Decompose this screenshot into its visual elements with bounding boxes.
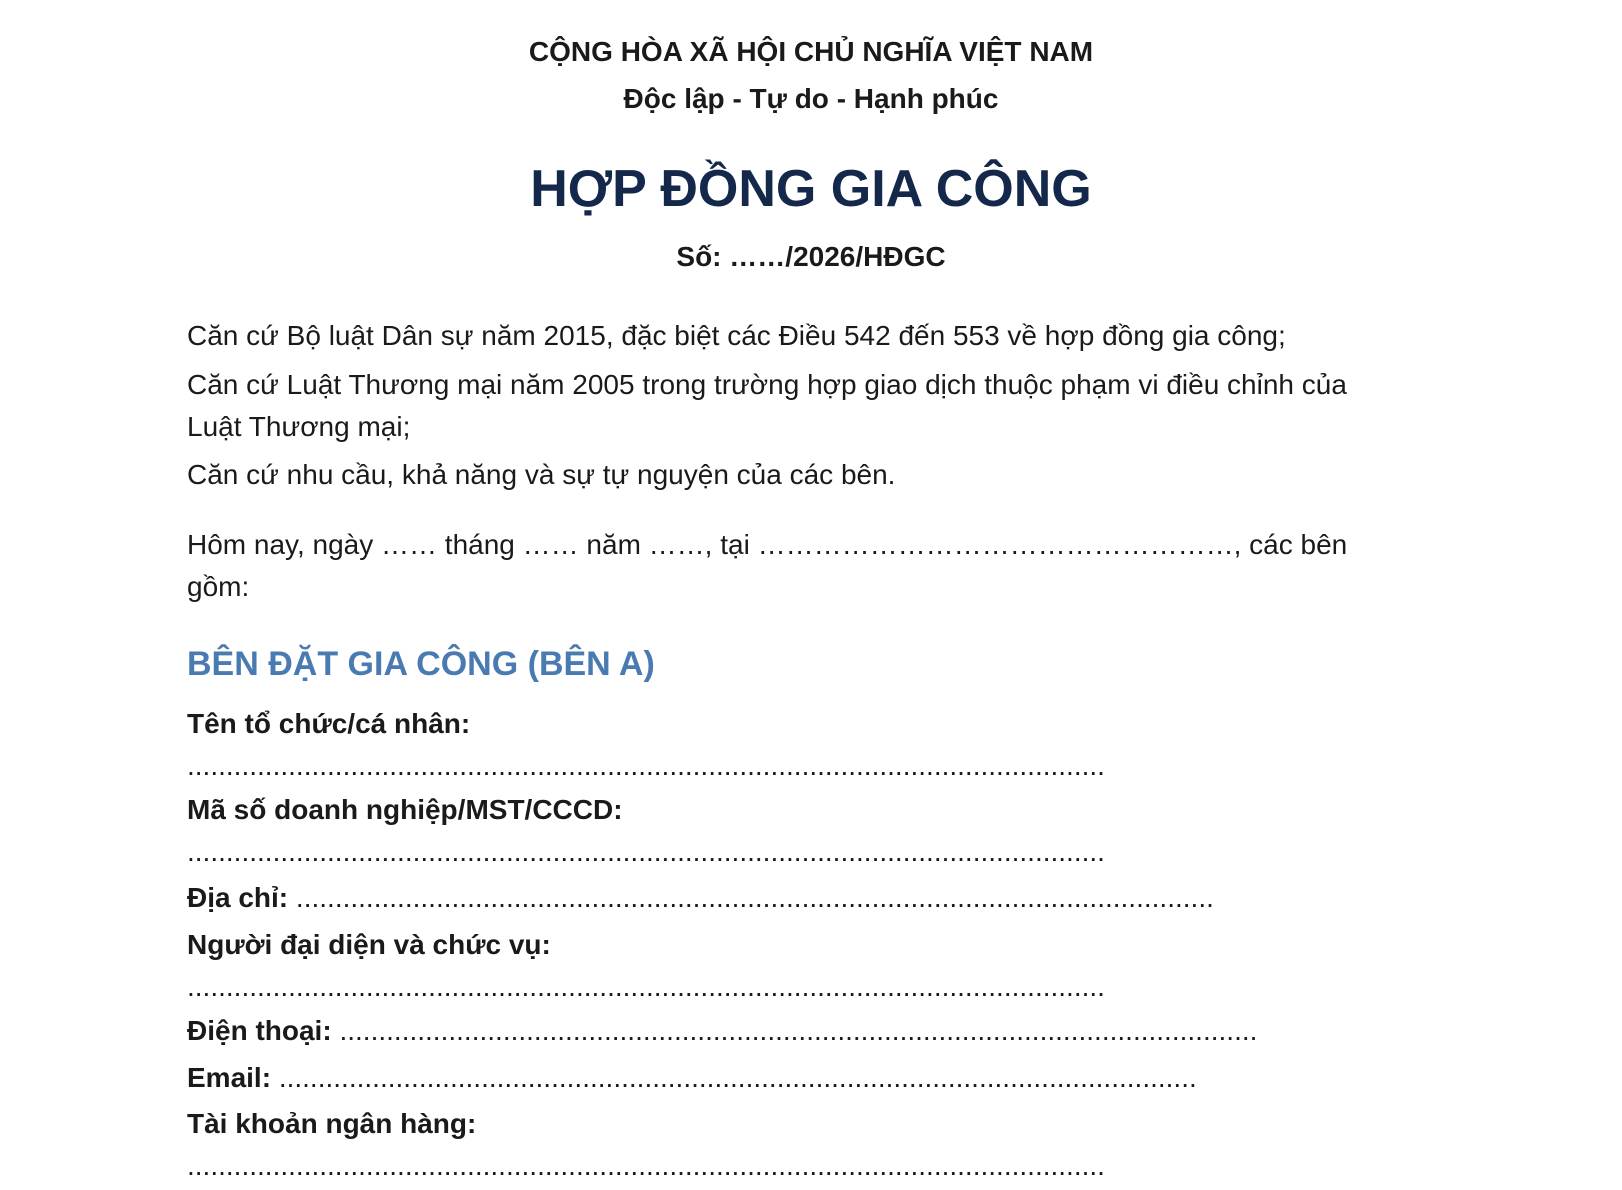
- national-motto: Độc lập - Tự do - Hạnh phúc: [623, 83, 999, 114]
- party-a-representative-field[interactable]: ......................................................................................................................: [187, 971, 1105, 1002]
- party-a-address-label: Địa chỉ:: [187, 882, 289, 913]
- party-a-phone-row: [187, 1013, 1257, 1049]
- party-a-phone-field[interactable]: ......................................................................................................................: [339, 1015, 1258, 1046]
- intro-line-2: gồm:: [187, 571, 250, 602]
- party-a-tax-label: Mã số doanh nghiệp/MST/CCCD:: [187, 794, 623, 825]
- legal-basis-line-2-continued: Luật Thương mại;: [187, 411, 411, 442]
- party-a-name-field[interactable]: ......................................................................................................................: [187, 750, 1105, 781]
- party-a-email-label: Email:: [187, 1062, 272, 1093]
- party-a-heading: BÊN ĐẶT GIA CÔNG (BÊN A): [187, 645, 655, 683]
- party-a-email-field[interactable]: ......................................................................................................................: [278, 1062, 1197, 1093]
- party-a-email-row: [187, 1060, 1197, 1096]
- party-a-tax-field[interactable]: ......................................................................................................................: [187, 836, 1105, 867]
- legal-basis-line-1: Căn cứ Bộ luật Dân sự năm 2015, đặc biệt các Điều 542 đến 553 về hợp đồng gia công;: [187, 320, 1286, 351]
- document-title: HỢP ĐỒNG GIA CÔNG: [530, 160, 1092, 218]
- legal-basis-line-2: Căn cứ Luật Thương mại năm 2005 trong trường hợp giao dịch thuộc phạm vi điều chỉnh của: [187, 369, 1347, 400]
- party-a-bank-label: Tài khoản ngân hàng:: [187, 1108, 477, 1139]
- party-a-bank-field[interactable]: ......................................................................................................................: [187, 1150, 1105, 1181]
- party-a-address-row: [187, 880, 1214, 916]
- party-a-name-label: Tên tổ chức/cá nhân:: [187, 708, 471, 739]
- party-a-phone-label: Điện thoại:: [187, 1015, 332, 1046]
- party-a-representative-label: Người đại diện và chức vụ:: [187, 929, 551, 960]
- document-number: Số: ……/2026/HĐGC: [676, 241, 946, 272]
- national-title: CỘNG HÒA XÃ HỘI CHỦ NGHĨA VIỆT NAM: [528, 36, 1094, 67]
- party-a-address-field[interactable]: ......................................................................................................................: [295, 882, 1214, 913]
- intro-line-1: Hôm nay, ngày …… tháng …… năm ……, tại ……………………………………………, các bên: [187, 529, 1348, 560]
- legal-basis-line-3: Căn cứ nhu cầu, khả năng và sự tự nguyện của các bên.: [187, 459, 896, 490]
